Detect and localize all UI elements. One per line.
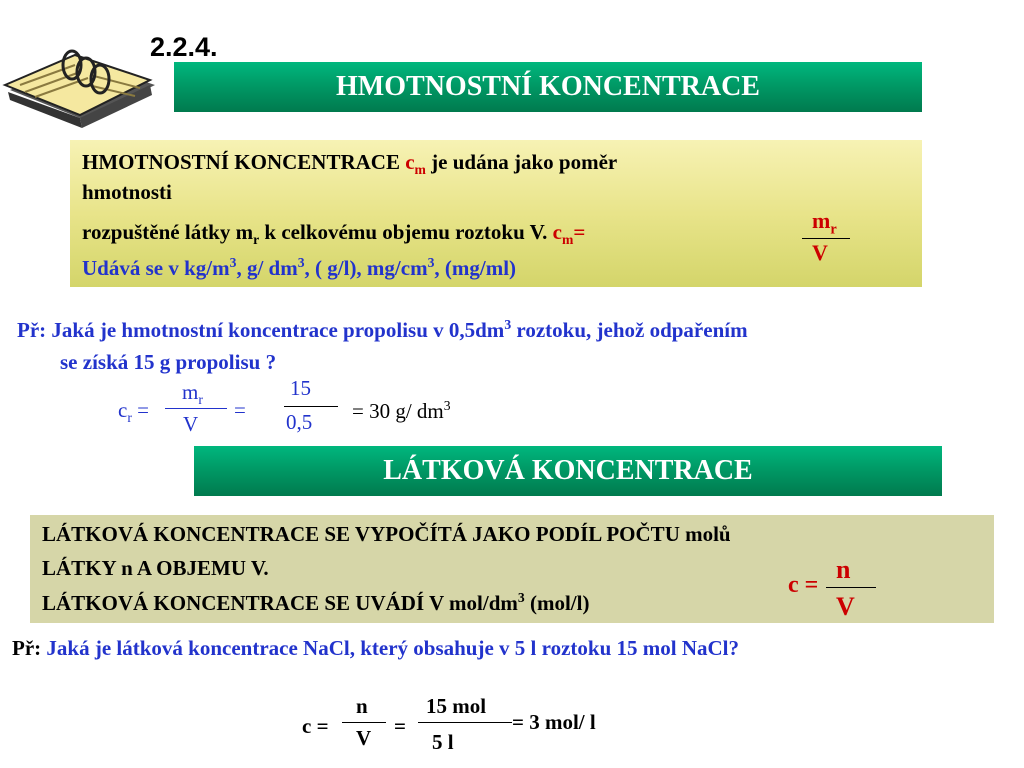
box2-line1: LÁTKOVÁ KONCENTRACE SE VYPOČÍTÁ JAKO PODÍL POČTU molů bbox=[42, 522, 731, 546]
box2-frac-line bbox=[826, 587, 876, 588]
calc1-frac-line2 bbox=[284, 406, 338, 407]
example1-line1: Př: Jaká je hmotnostní koncentrace propolisu v $0,5dm^3$ roztoku, jehož odpařením bbox=[17, 317, 748, 342]
box2-frac-num: n bbox=[836, 555, 851, 584]
banner-molar-title: LÁTKOVÁ KONCENTRACE bbox=[383, 455, 753, 486]
box1-frac-den: V bbox=[812, 240, 828, 265]
calc1-num1: $m_r$ bbox=[182, 380, 203, 408]
calc2-num1: n bbox=[356, 694, 368, 718]
box1-line3: rozpuštěné látky $m_r$ k celkovému objemu roztoku V. $c_m=$ bbox=[82, 220, 586, 248]
box2-eq-c: c = bbox=[788, 572, 819, 598]
box1-units: Udává se v $kg/m^3$, g/ $dm^3$, ( g/l), $mg/cm^3$, (mg/ml) bbox=[82, 255, 517, 280]
calc2-num2: 15 mol bbox=[426, 694, 487, 718]
calc2-eq: = bbox=[394, 714, 406, 738]
calc2-frac-line1 bbox=[342, 722, 386, 723]
banner-molar-concentration bbox=[194, 446, 942, 496]
calc2-result: = 3 mol/ l bbox=[512, 710, 596, 734]
calc2-den2: 5 l bbox=[432, 730, 454, 754]
banner-mass-concentration bbox=[174, 62, 922, 112]
calc1-eq2: = bbox=[234, 398, 246, 422]
calc1-den2: 0,5 bbox=[286, 410, 313, 434]
box1-frac-line bbox=[802, 238, 850, 239]
example1-line2: se získá 15 g propolisu ? bbox=[60, 350, 277, 374]
box1-line2: hmotnosti bbox=[82, 180, 172, 204]
calc1-c: $c_r$ = bbox=[118, 398, 149, 426]
section-number: 2.2.4. bbox=[150, 32, 218, 62]
calc1-result: = 30 g/ $dm^3$ bbox=[352, 398, 451, 423]
calc2-c: c = bbox=[302, 714, 329, 738]
box1-line1: HMOTNOSTNÍ KONCENTRACE $c_m$ je udána jako poměr bbox=[82, 150, 618, 178]
calc1-frac-line1 bbox=[165, 408, 227, 409]
box2-line2: LÁTKY n A OBJEMU V. bbox=[42, 556, 269, 580]
calc1-num2: 15 bbox=[290, 376, 311, 400]
calc2-frac-line2 bbox=[418, 722, 512, 723]
notebook-icon bbox=[0, 40, 160, 140]
calc1-den1: V bbox=[183, 412, 199, 436]
banner-mass-title: HMOTNOSTNÍ KONCENTRACE bbox=[336, 71, 760, 102]
box2-line3: LÁTKOVÁ KONCENTRACE SE UVÁDÍ V mol/$dm^3$ (mol/l) bbox=[42, 590, 590, 615]
box2-frac-den: V bbox=[836, 592, 855, 621]
calc2-den1: V bbox=[356, 726, 372, 750]
example2-line: Př: Jaká je látková koncentrace NaCl, který obsahuje v 5 l roztoku 15 mol NaCl? bbox=[12, 636, 739, 660]
box1-frac-num: $m_r$ bbox=[812, 208, 837, 238]
